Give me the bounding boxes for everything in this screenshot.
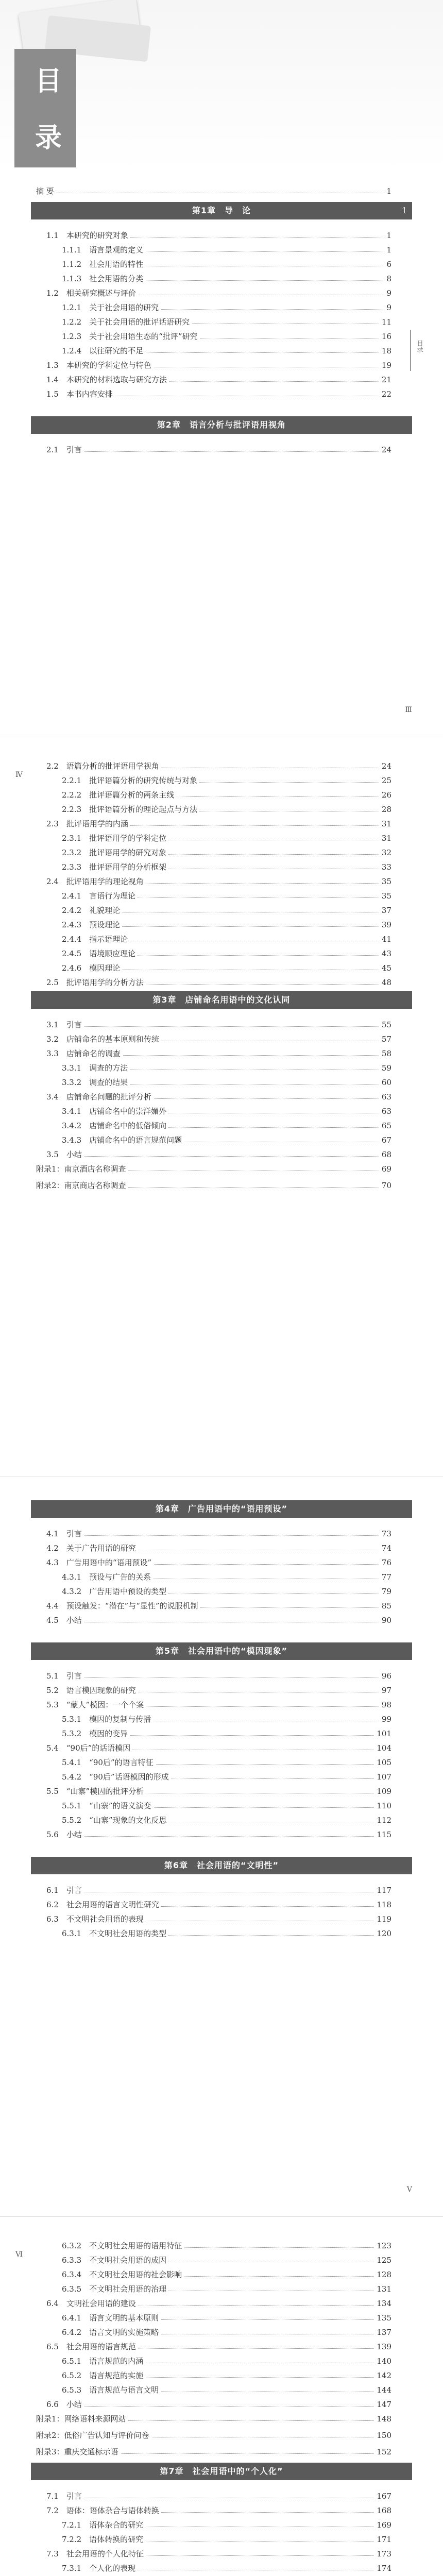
entry-page: 140 bbox=[374, 2355, 391, 2367]
entry-page: 109 bbox=[374, 1786, 391, 1797]
entry-title: 2.2.2 批评语篇分析的两条主线 bbox=[62, 789, 176, 801]
toc-entry[interactable] bbox=[46, 1685, 391, 1696]
leader-dots bbox=[46, 1836, 391, 1837]
entry-page: 9 bbox=[384, 287, 391, 299]
entry-title: 6.3.4 不文明社会用语的社会影响 bbox=[62, 2269, 184, 2280]
entry-page: 112 bbox=[374, 1815, 391, 1826]
toc-entry[interactable] bbox=[46, 1786, 391, 1797]
entry-title: 5.1 引言 bbox=[46, 1670, 84, 1682]
entry-title: 7.2 语体：语体杂合与语体转换 bbox=[46, 2505, 161, 2516]
entry-title: 6.4.2 语言文明的实施策略 bbox=[62, 2327, 161, 2338]
entry-title: 1.4 本研究的材料选取与研究方法 bbox=[46, 374, 169, 385]
toc-entry[interactable] bbox=[62, 919, 391, 930]
toc-entry[interactable] bbox=[46, 1913, 391, 1925]
toc-entry[interactable] bbox=[62, 2327, 391, 2338]
toc-entry[interactable] bbox=[62, 1771, 391, 1783]
entry-title: 6.5.1 语言规范的内涵 bbox=[62, 2355, 145, 2367]
entry-page: 174 bbox=[374, 2563, 391, 2574]
toc-entry[interactable] bbox=[62, 2255, 391, 2266]
entry-page: 76 bbox=[380, 1557, 391, 1568]
entry-title: 2.3 批评语用学的内涵 bbox=[46, 818, 130, 829]
toc-entry[interactable] bbox=[46, 1048, 391, 1059]
entry-page: 68 bbox=[380, 1149, 391, 1160]
entry-page: 41 bbox=[380, 934, 391, 945]
entry-page: 9 bbox=[384, 302, 391, 313]
toc-entry[interactable] bbox=[62, 1134, 391, 1146]
entry-title: 摘 要 bbox=[36, 185, 56, 197]
entry-title: 1.2.1 关于社会用语的研究 bbox=[62, 302, 161, 313]
entry-title: 6.6 小结 bbox=[46, 2399, 84, 2410]
entry-page: 90 bbox=[380, 1615, 391, 1626]
entry-title: 3.4.3 店铺命名中的语言规范问题 bbox=[62, 1134, 184, 1146]
entry-page: 142 bbox=[374, 2370, 391, 2381]
side-label: 目录 bbox=[416, 340, 423, 352]
entry-title: 2.2 语篇分析的批评语用学视角 bbox=[46, 760, 161, 772]
toc-entry[interactable] bbox=[62, 2240, 391, 2251]
entry-page: 33 bbox=[380, 861, 391, 873]
entry-title: 1.2 相关研究概述与评价 bbox=[46, 287, 138, 299]
entry-title: 2.3.3 批评语用学的分析框架 bbox=[62, 861, 168, 873]
entry-title: 6.5.3 语言规范与语言文明 bbox=[62, 2384, 161, 2396]
entry-title: 5.3 “蒙人”模因：一个个案 bbox=[46, 1699, 146, 1710]
entry-title: 1.5 本书内容安排 bbox=[46, 388, 115, 400]
toc-entry[interactable] bbox=[46, 977, 391, 988]
toc-entry[interactable] bbox=[46, 1615, 391, 1626]
entry-title: 3.4.1 店铺命名中的崇洋媚外 bbox=[62, 1106, 168, 1117]
entry-title: 1.2.4 以往研究的不足 bbox=[62, 345, 145, 357]
toc-entry[interactable] bbox=[46, 2399, 391, 2410]
chapter-heading[interactable] bbox=[31, 1857, 412, 1874]
entry-page: 73 bbox=[380, 1528, 391, 1539]
entry-title: 6.4.1 语言文明的基本原则 bbox=[62, 2312, 161, 2324]
entry-page: 169 bbox=[374, 2519, 391, 2531]
toc-entry[interactable] bbox=[46, 287, 391, 299]
chapter-title: 第5章 社会用语中的“模因现象” bbox=[155, 1646, 288, 1656]
entry-title: 4.3.2 广告用语中预设的类型 bbox=[62, 1586, 168, 1597]
entry-title: 1.1.3 社会用语的分类 bbox=[62, 273, 145, 284]
entry-page: 74 bbox=[380, 1543, 391, 1554]
toc-entry[interactable] bbox=[62, 1106, 391, 1117]
entry-page: 8 bbox=[384, 273, 391, 284]
toc-entry[interactable] bbox=[46, 760, 391, 772]
entry-page: 6 bbox=[384, 259, 391, 270]
toc-entry[interactable] bbox=[46, 1033, 391, 1045]
entry-title: 3.3.2 调查的结果 bbox=[62, 1077, 130, 1088]
toc-entry[interactable] bbox=[46, 1149, 391, 1160]
entry-page: 96 bbox=[380, 1670, 391, 1682]
toc-entry[interactable] bbox=[46, 1091, 391, 1103]
toc-entry[interactable] bbox=[62, 1757, 391, 1768]
entry-page: 77 bbox=[380, 1571, 391, 1583]
title-char: 目 bbox=[35, 66, 62, 97]
entry-title: 6.4 文明社会用语的建设 bbox=[46, 2298, 138, 2309]
toc-entry[interactable] bbox=[62, 1928, 391, 1939]
entry-title: 7.2.1 语体杂合的研究 bbox=[62, 2519, 145, 2531]
toc-entry[interactable] bbox=[62, 331, 391, 342]
chapter-title: 第4章 广告用语中的“语用预设” bbox=[155, 1504, 288, 1514]
toc-entry[interactable] bbox=[62, 1800, 391, 1811]
entry-title: 5.3.2 模因的变异 bbox=[62, 1728, 130, 1739]
toc-entry[interactable] bbox=[46, 1543, 391, 1554]
page-number: Ⅳ bbox=[15, 771, 23, 779]
toc-entry[interactable] bbox=[46, 1557, 391, 1568]
entry-title: 5.6 小结 bbox=[46, 1829, 84, 1840]
toc-entry[interactable] bbox=[36, 2413, 391, 2425]
entry-title: 5.5.2 “山寨”现象的文化反思 bbox=[62, 1815, 169, 1826]
toc-entry[interactable] bbox=[46, 1019, 391, 1030]
entry-page: 21 bbox=[380, 374, 391, 385]
entry-title: 1.1.1 语言景观的定义 bbox=[62, 244, 145, 256]
toc-entry[interactable] bbox=[62, 833, 391, 844]
page-number: Ⅵ bbox=[15, 2250, 23, 2259]
entry-page: 11 bbox=[380, 316, 391, 328]
entry-page: 171 bbox=[374, 2534, 391, 2545]
entry-page: 101 bbox=[374, 1728, 391, 1739]
entry-page: 98 bbox=[380, 1699, 391, 1710]
entry-title: 2.4.2 礼貌理论 bbox=[62, 905, 122, 916]
toc-entry[interactable] bbox=[62, 1077, 391, 1088]
entry-title: 2.2.1 批评语篇分析的研究传统与对象 bbox=[62, 775, 199, 786]
chapter-title: 第2章 语言分析与批评语用视角 bbox=[157, 420, 286, 430]
entry-page: 1 bbox=[384, 244, 391, 256]
toc-entry[interactable] bbox=[46, 230, 391, 241]
toc-entry[interactable] bbox=[62, 1728, 391, 1739]
entry-title: 2.4.6 模因理论 bbox=[62, 962, 122, 974]
toc-page bbox=[0, 0, 443, 737]
leader-dots bbox=[46, 1677, 391, 1678]
toc-entry[interactable] bbox=[62, 962, 391, 974]
entry-page: 58 bbox=[380, 1048, 391, 1059]
entry-page: 1 bbox=[384, 230, 391, 241]
toc-page bbox=[0, 1480, 443, 2217]
chapter-heading[interactable] bbox=[31, 991, 412, 1009]
entry-title: 5.5.1 “山寨”的语义演变 bbox=[62, 1800, 154, 1811]
entry-page: 31 bbox=[380, 833, 391, 844]
entry-page: 63 bbox=[380, 1106, 391, 1117]
entry-title: 1.1.2 社会用语的特性 bbox=[62, 259, 145, 270]
entry-title: 2.4.3 预设理论 bbox=[62, 919, 122, 930]
entry-title: 4.3 广告用语中的“语用预设” bbox=[46, 1557, 154, 1568]
entry-page: 115 bbox=[374, 1829, 391, 1840]
entry-page: 107 bbox=[374, 1771, 391, 1783]
entry-title: 4.5 小结 bbox=[46, 1615, 84, 1626]
entry-title: 1.2.3 关于社会用语生态的“批评”研究 bbox=[62, 331, 200, 342]
toc-entry[interactable] bbox=[62, 2269, 391, 2280]
entry-title: 4.2 关于广告用语的研究 bbox=[46, 1543, 138, 1554]
leader-dots bbox=[46, 1026, 391, 1027]
toc-entry[interactable] bbox=[62, 890, 391, 902]
entry-page: 18 bbox=[380, 345, 391, 357]
chapter-heading[interactable] bbox=[31, 416, 412, 434]
entry-page: 32 bbox=[380, 847, 391, 858]
entry-page: 85 bbox=[380, 1600, 391, 1612]
toc-entry[interactable] bbox=[62, 948, 391, 959]
toc-entry[interactable] bbox=[62, 775, 391, 786]
entry-title: 5.4.1 “90后”的语言特征 bbox=[62, 1757, 156, 1768]
toc-entry[interactable] bbox=[62, 259, 391, 270]
toc-entry[interactable] bbox=[46, 388, 391, 400]
entry-page: 55 bbox=[380, 1019, 391, 1030]
entry-title: 2.4.5 语境顺应理论 bbox=[62, 948, 138, 959]
entry-title: 3.3.1 调查的方法 bbox=[62, 1062, 130, 1074]
entry-page: 60 bbox=[380, 1077, 391, 1088]
entry-page: 148 bbox=[374, 2413, 391, 2425]
toc-entry[interactable] bbox=[46, 2298, 391, 2309]
entry-page: 35 bbox=[380, 876, 391, 887]
entry-page: 43 bbox=[380, 948, 391, 959]
entry-title: 7.2.2 语体转换的研究 bbox=[62, 2534, 145, 2545]
toc-entry[interactable] bbox=[62, 1815, 391, 1826]
toc-entry[interactable] bbox=[62, 316, 391, 328]
entry-title: 6.2 社会用语的语言文明性研究 bbox=[46, 1899, 161, 1910]
entry-page: 28 bbox=[380, 804, 391, 815]
entry-title: 7.3.1 个人化的表现 bbox=[62, 2563, 138, 2574]
entry-page: 24 bbox=[380, 760, 391, 772]
entry-page: 173 bbox=[374, 2548, 391, 2560]
chapter-title: 第6章 社会用语的“文明性” bbox=[164, 1860, 279, 1870]
toc-entry[interactable] bbox=[62, 1120, 391, 1131]
entry-page: 123 bbox=[374, 2240, 391, 2251]
toc-entry[interactable] bbox=[46, 2548, 391, 2560]
entry-title: 1.3 本研究的学科定位与特色 bbox=[46, 360, 154, 371]
entry-page: 128 bbox=[374, 2269, 391, 2280]
chapter-title: 第3章 店铺命名用语中的文化认同 bbox=[152, 995, 291, 1005]
title-char: 录 bbox=[35, 123, 62, 154]
entry-title: 6.3 不文明社会用语的表现 bbox=[46, 1913, 146, 1925]
chapter-heading[interactable] bbox=[31, 1642, 412, 1660]
chapter-heading[interactable] bbox=[31, 202, 412, 219]
entry-page: 22 bbox=[380, 388, 391, 400]
entry-title: 2.5 批评语用学的分析方法 bbox=[46, 977, 146, 988]
entry-title: 4.3.1 预设与广告的关系 bbox=[62, 1571, 153, 1583]
leader-dots bbox=[46, 1156, 391, 1157]
entry-title: 6.3.2 不文明社会用语的语用特征 bbox=[62, 2240, 184, 2251]
toc-entry[interactable] bbox=[62, 2370, 391, 2381]
entry-title: 4.4 预设触发：“潜在”与“显性”的说服机制 bbox=[46, 1600, 200, 1612]
toc-entry[interactable] bbox=[46, 1829, 391, 1840]
toc-entry[interactable] bbox=[62, 1571, 391, 1583]
title-block bbox=[14, 49, 76, 167]
chapter-heading[interactable] bbox=[31, 2463, 412, 2480]
entry-page: 45 bbox=[380, 962, 391, 974]
header-banner bbox=[0, 0, 443, 170]
entry-title: 2.3.2 批评语用学的研究对象 bbox=[62, 847, 168, 858]
entry-page: 37 bbox=[380, 905, 391, 916]
entry-page: 167 bbox=[374, 2490, 391, 2502]
entry-title: 3.2 店铺命名的基本原则和传统 bbox=[46, 1033, 161, 1045]
entry-title: 2.4.1 言语行为理论 bbox=[62, 890, 138, 902]
entry-title: 1.2.2 关于社会用语的批评话语研究 bbox=[62, 316, 192, 328]
entry-page: 70 bbox=[380, 1180, 391, 1191]
toc-entry[interactable] bbox=[62, 804, 391, 815]
toc-entry[interactable] bbox=[62, 2534, 391, 2545]
toc-entry[interactable] bbox=[46, 374, 391, 385]
page-number: Ⅴ bbox=[406, 2185, 412, 2194]
toc-entry[interactable] bbox=[36, 185, 391, 197]
entry-title: 附录1：网络语料来源网站 bbox=[36, 2413, 128, 2425]
entry-title: 1.1 本研究的研究对象 bbox=[46, 230, 130, 241]
chapter-title: 第1章 导 论 bbox=[192, 206, 251, 215]
toc-entry[interactable] bbox=[46, 1899, 391, 1910]
entry-title: 3.1 引言 bbox=[46, 1019, 84, 1030]
entry-title: 5.4 “90后”的话语模因 bbox=[46, 1742, 132, 1754]
entry-title: 6.3.3 不文明社会用语的成因 bbox=[62, 2255, 168, 2266]
chapter-heading[interactable] bbox=[31, 1500, 412, 1518]
entry-page: 117 bbox=[374, 1885, 391, 1896]
entry-page: 135 bbox=[374, 2312, 391, 2324]
entry-title: 2.2.3 批评语篇分析的理论起点与方法 bbox=[62, 804, 199, 815]
entry-page: 59 bbox=[380, 1062, 391, 1074]
entry-title: 2.1 引言 bbox=[46, 444, 84, 455]
entry-page: 26 bbox=[380, 789, 391, 801]
entry-title: 2.3.1 批评语用学的学科定位 bbox=[62, 833, 168, 844]
entry-page: 16 bbox=[380, 331, 391, 342]
entry-page: 131 bbox=[374, 2283, 391, 2295]
entry-title: 7.1 引言 bbox=[46, 2490, 84, 2502]
entry-page: 105 bbox=[374, 1757, 391, 1768]
entry-page: 137 bbox=[374, 2327, 391, 2338]
entry-title: 附录3：重庆交通标示语 bbox=[36, 2446, 121, 2458]
entry-title: 3.3 店铺命名的调查 bbox=[46, 1048, 123, 1059]
entry-page: 31 bbox=[380, 818, 391, 829]
toc-entry[interactable] bbox=[46, 1885, 391, 1896]
toc-entry[interactable] bbox=[62, 345, 391, 357]
entry-page: 110 bbox=[374, 1800, 391, 1811]
leader-dots bbox=[46, 1535, 391, 1536]
entry-title: 5.4.2 “90后”话语模因的形成 bbox=[62, 1771, 171, 1783]
entry-title: 3.4 店铺命名问题的批评分析 bbox=[46, 1091, 154, 1103]
toc-entry[interactable] bbox=[46, 876, 391, 887]
entry-title: 2.4 批评语用学的理论视角 bbox=[46, 876, 146, 887]
toc-entry[interactable] bbox=[62, 2563, 391, 2574]
toc-entry[interactable] bbox=[46, 2341, 391, 2352]
entry-page: 125 bbox=[374, 2255, 391, 2266]
entry-page: 120 bbox=[374, 1928, 391, 1939]
entry-page: 39 bbox=[380, 919, 391, 930]
toc-entry[interactable] bbox=[62, 2283, 391, 2295]
toc-entry[interactable] bbox=[62, 302, 391, 313]
entry-page: 118 bbox=[374, 1899, 391, 1910]
chapter-title: 第7章 社会用语中的“个人化” bbox=[160, 2466, 283, 2476]
toc-entry[interactable] bbox=[62, 934, 391, 945]
entry-title: 6.1 引言 bbox=[46, 1885, 84, 1896]
toc-page bbox=[0, 740, 443, 1477]
toc-entry[interactable] bbox=[46, 1670, 391, 1682]
entry-page: 57 bbox=[380, 1033, 391, 1045]
entry-page: 69 bbox=[380, 1163, 391, 1175]
entry-title: 附录1：南京酒店名称调查 bbox=[36, 1163, 128, 1175]
entry-page: 168 bbox=[374, 2505, 391, 2516]
toc-entry[interactable] bbox=[36, 1163, 391, 1175]
entry-title: 6.5 社会用语的语言规范 bbox=[46, 2341, 138, 2352]
entry-page: 24 bbox=[380, 444, 391, 455]
entry-page: 1 bbox=[384, 185, 391, 197]
entry-title: 4.1 引言 bbox=[46, 1528, 84, 1539]
entry-page: 134 bbox=[374, 2298, 391, 2309]
toc-entry[interactable] bbox=[62, 273, 391, 284]
entry-title: 5.2 语言模因现象的研究 bbox=[46, 1685, 138, 1696]
toc-entry[interactable] bbox=[46, 444, 391, 455]
entry-page: 144 bbox=[374, 2384, 391, 2396]
entry-page: 139 bbox=[374, 2341, 391, 2352]
toc-entry[interactable] bbox=[46, 2505, 391, 2516]
entry-title: 7.3 社会用语的个人化特征 bbox=[46, 2548, 146, 2560]
toc-entry[interactable] bbox=[46, 1528, 391, 1539]
toc-entry[interactable] bbox=[62, 1714, 391, 1725]
chapter-page: 1 bbox=[401, 206, 407, 215]
entry-title: 2.4.4 指示语理论 bbox=[62, 934, 130, 945]
entry-page: 19 bbox=[380, 360, 391, 371]
entry-title: 6.3.5 不文明社会用语的治理 bbox=[62, 2283, 168, 2295]
side-rule bbox=[410, 330, 432, 371]
toc-entry[interactable] bbox=[46, 1600, 391, 1612]
toc-entry[interactable] bbox=[62, 1062, 391, 1074]
toc-entry[interactable] bbox=[46, 818, 391, 829]
entry-page: 150 bbox=[374, 2430, 391, 2441]
toc-entry[interactable] bbox=[46, 1742, 391, 1754]
entry-title: 5.3.1 模因的复制与传播 bbox=[62, 1714, 153, 1725]
toc-entry[interactable] bbox=[62, 905, 391, 916]
toc-entry[interactable] bbox=[62, 244, 391, 256]
toc-entry[interactable] bbox=[36, 2430, 391, 2441]
toc-entry[interactable] bbox=[46, 1699, 391, 1710]
entry-page: 147 bbox=[374, 2399, 391, 2410]
entry-page: 67 bbox=[380, 1134, 391, 1146]
entry-page: 63 bbox=[380, 1091, 391, 1103]
page-number: Ⅲ bbox=[405, 706, 412, 714]
entry-title: 3.5 小结 bbox=[46, 1149, 84, 1160]
entry-page: 25 bbox=[380, 775, 391, 786]
entry-page: 79 bbox=[380, 1586, 391, 1597]
toc-entry[interactable] bbox=[46, 360, 391, 371]
toc-entry[interactable] bbox=[62, 2519, 391, 2531]
toc-entry[interactable] bbox=[62, 1586, 391, 1597]
toc-entry[interactable] bbox=[62, 2384, 391, 2396]
entry-page: 104 bbox=[374, 1742, 391, 1754]
toc-entry[interactable] bbox=[46, 2490, 391, 2502]
entry-title: 附录2：低俗广告认知与评价问卷 bbox=[36, 2430, 151, 2441]
entry-page: 99 bbox=[380, 1714, 391, 1725]
entry-page: 48 bbox=[380, 977, 391, 988]
entry-title: 3.4.2 店铺命名中的低俗倾向 bbox=[62, 1120, 168, 1131]
leader-dots bbox=[46, 451, 391, 452]
toc-entry[interactable] bbox=[36, 2446, 391, 2458]
entry-page: 35 bbox=[380, 890, 391, 902]
entry-title: 6.5.2 语言规范的实施 bbox=[62, 2370, 145, 2381]
entry-page: 119 bbox=[374, 1913, 391, 1925]
toc-page bbox=[0, 2219, 443, 2576]
entry-title: 6.3.1 不文明社会用语的类型 bbox=[62, 1928, 168, 1939]
toc-entry[interactable] bbox=[62, 847, 391, 858]
toc-entry[interactable] bbox=[36, 1180, 391, 1191]
entry-page: 152 bbox=[374, 2446, 391, 2458]
toc-entry[interactable] bbox=[62, 861, 391, 873]
entry-title: 附录2：南京商店名称调查 bbox=[36, 1180, 128, 1191]
toc-entry[interactable] bbox=[62, 2312, 391, 2324]
entry-title: 5.5 “山寨”模因的批评分析 bbox=[46, 1786, 146, 1797]
entry-page: 65 bbox=[380, 1120, 391, 1131]
toc-entry[interactable] bbox=[62, 2355, 391, 2367]
entry-page: 97 bbox=[380, 1685, 391, 1696]
toc-entry[interactable] bbox=[62, 789, 391, 801]
